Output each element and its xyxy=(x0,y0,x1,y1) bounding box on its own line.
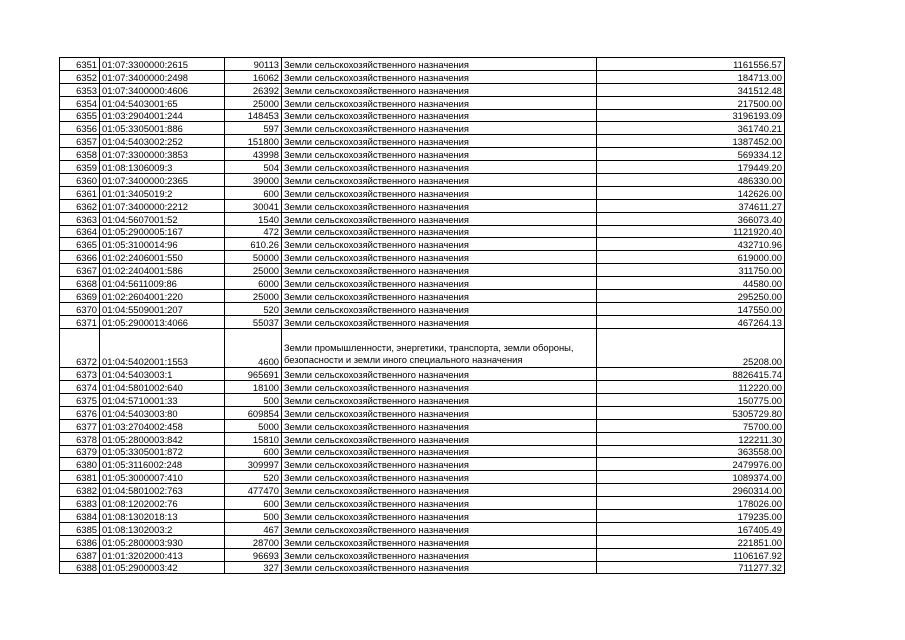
cadastral-number: 01:02:2604001:220 xyxy=(100,290,225,303)
area-value: 18100 xyxy=(225,381,282,394)
table-row xyxy=(60,458,785,471)
area-value: 4600 xyxy=(225,328,282,368)
land-category: Земли промышленности, энергетики, транспорта, земли обороны, безопасности и земли иного специального назначения xyxy=(282,328,597,368)
area-value: 16062 xyxy=(225,70,282,83)
cadastral-value: 619000.00 xyxy=(597,251,785,264)
cadastral-number: 01:05:3305001:886 xyxy=(100,122,225,135)
row-number: 6376 xyxy=(60,406,100,419)
land-category: Земли сельскохозяйственного назначения xyxy=(282,238,597,251)
cadastral-number: 01:05:2800003:930 xyxy=(100,535,225,548)
area-value: 90113 xyxy=(225,58,282,71)
cadastral-number: 01:04:5403003:80 xyxy=(100,406,225,419)
cadastral-value: 2479976.00 xyxy=(597,458,785,471)
table-row xyxy=(60,497,785,510)
cadastral-number: 01:02:2404001:586 xyxy=(100,264,225,277)
table-row xyxy=(60,186,785,199)
area-value: 15810 xyxy=(225,432,282,445)
land-category: Земли сельскохозяйственного назначения xyxy=(282,96,597,109)
row-number: 6375 xyxy=(60,393,100,406)
area-value: 25000 xyxy=(225,290,282,303)
cadastral-value: 366073.40 xyxy=(597,212,785,225)
cadastral-value: 1161556.57 xyxy=(597,58,785,71)
table-row xyxy=(60,535,785,548)
cadastral-value: 569334.12 xyxy=(597,148,785,161)
table-row xyxy=(60,328,785,368)
table-row xyxy=(60,510,785,523)
cadastral-number: 01:04:5509001:207 xyxy=(100,302,225,315)
table-row xyxy=(60,277,785,290)
cadastral-number: 01:04:5801002:640 xyxy=(100,381,225,394)
area-value: 520 xyxy=(225,302,282,315)
cadastral-value: 363558.00 xyxy=(597,445,785,458)
land-category: Земли сельскохозяйственного назначения xyxy=(282,199,597,212)
row-number: 6352 xyxy=(60,70,100,83)
table-row xyxy=(60,315,785,328)
cadastral-value: 179449.20 xyxy=(597,161,785,174)
land-category: Земли сельскохозяйственного назначения xyxy=(282,290,597,303)
cadastral-value: 432710.96 xyxy=(597,238,785,251)
area-value: 504 xyxy=(225,161,282,174)
table-row xyxy=(60,58,785,71)
cadastral-number: 01:05:2900003:42 xyxy=(100,561,225,574)
table-row xyxy=(60,471,785,484)
cadastral-value: 311750.00 xyxy=(597,264,785,277)
row-number: 6362 xyxy=(60,199,100,212)
land-category: Земли сельскохозяйственного назначения xyxy=(282,445,597,458)
table-row xyxy=(60,174,785,187)
land-category: Земли сельскохозяйственного назначения xyxy=(282,315,597,328)
cadastral-number: 01:01:3405019:2 xyxy=(100,186,225,199)
cadastral-value: 8826415.74 xyxy=(597,368,785,381)
table-row xyxy=(60,161,785,174)
area-value: 50000 xyxy=(225,251,282,264)
area-value: 600 xyxy=(225,497,282,510)
land-category: Земли сельскохозяйственного назначения xyxy=(282,251,597,264)
table-row xyxy=(60,83,785,96)
cadastral-number: 01:07:3400000:4606 xyxy=(100,83,225,96)
cadastral-number: 01:07:3300000:3853 xyxy=(100,148,225,161)
land-category: Земли сельскохозяйственного назначения xyxy=(282,264,597,277)
cadastral-number: 01:07:3400000:2365 xyxy=(100,174,225,187)
row-number: 6361 xyxy=(60,186,100,199)
table-row xyxy=(60,264,785,277)
row-number: 6388 xyxy=(60,561,100,574)
area-value: 965691 xyxy=(225,368,282,381)
cadastral-value: 44580.00 xyxy=(597,277,785,290)
cadastral-number: 01:08:1202002:76 xyxy=(100,497,225,510)
table-row xyxy=(60,251,785,264)
land-category: Земли сельскохозяйственного назначения xyxy=(282,548,597,561)
row-number: 6387 xyxy=(60,548,100,561)
land-category: Земли сельскохозяйственного назначения xyxy=(282,522,597,535)
area-value: 597 xyxy=(225,122,282,135)
land-plot-table xyxy=(59,57,785,574)
table-row xyxy=(60,199,785,212)
row-number: 6369 xyxy=(60,290,100,303)
row-number: 6368 xyxy=(60,277,100,290)
row-number: 6378 xyxy=(60,432,100,445)
cadastral-number: 01:08:1302003:2 xyxy=(100,522,225,535)
area-value: 148453 xyxy=(225,109,282,122)
cadastral-value: 486330.00 xyxy=(597,174,785,187)
cadastral-value: 1089374.00 xyxy=(597,471,785,484)
cadastral-number: 01:07:3400000:2212 xyxy=(100,199,225,212)
table-row xyxy=(60,290,785,303)
table-row xyxy=(60,445,785,458)
land-category: Земли сельскохозяйственного назначения xyxy=(282,109,597,122)
cadastral-value: 184713.00 xyxy=(597,70,785,83)
land-category: Земли сельскохозяйственного назначения xyxy=(282,212,597,225)
table-row xyxy=(60,432,785,445)
land-category: Земли сельскохозяйственного назначения xyxy=(282,432,597,445)
cadastral-number: 01:05:2900005:167 xyxy=(100,225,225,238)
cadastral-number: 01:04:5710001:33 xyxy=(100,393,225,406)
cadastral-number: 01:02:2406001:550 xyxy=(100,251,225,264)
row-number: 6372 xyxy=(60,328,100,368)
land-category: Земли сельскохозяйственного назначения xyxy=(282,458,597,471)
cadastral-value: 179235.00 xyxy=(597,510,785,523)
row-number: 6366 xyxy=(60,251,100,264)
area-value: 500 xyxy=(225,393,282,406)
row-number: 6367 xyxy=(60,264,100,277)
area-value: 500 xyxy=(225,510,282,523)
cadastral-value: 1106167.92 xyxy=(597,548,785,561)
row-number: 6353 xyxy=(60,83,100,96)
area-value: 472 xyxy=(225,225,282,238)
row-number: 6354 xyxy=(60,96,100,109)
area-value: 25000 xyxy=(225,96,282,109)
table-row xyxy=(60,561,785,574)
cadastral-number: 01:04:5403003:1 xyxy=(100,368,225,381)
area-value: 5000 xyxy=(225,419,282,432)
cadastral-value: 1121920.40 xyxy=(597,225,785,238)
land-category: Земли сельскохозяйственного назначения xyxy=(282,393,597,406)
area-value: 610.26 xyxy=(225,238,282,251)
land-category: Земли сельскохозяйственного назначения xyxy=(282,58,597,71)
cadastral-value: 112220.00 xyxy=(597,381,785,394)
table-row xyxy=(60,238,785,251)
table-row xyxy=(60,419,785,432)
cadastral-number: 01:01:3202000:413 xyxy=(100,548,225,561)
table-row xyxy=(60,135,785,148)
land-category: Земли сельскохозяйственного назначения xyxy=(282,122,597,135)
row-number: 6382 xyxy=(60,484,100,497)
cadastral-number: 01:08:1306009:3 xyxy=(100,161,225,174)
area-value: 309997 xyxy=(225,458,282,471)
cadastral-value: 3196193.09 xyxy=(597,109,785,122)
row-number: 6364 xyxy=(60,225,100,238)
cadastral-number: 01:07:3300000:2615 xyxy=(100,58,225,71)
land-category: Земли сельскохозяйственного назначения xyxy=(282,83,597,96)
area-value: 39000 xyxy=(225,174,282,187)
land-category: Земли сельскохозяйственного назначения xyxy=(282,302,597,315)
row-number: 6355 xyxy=(60,109,100,122)
area-value: 25000 xyxy=(225,264,282,277)
table-row xyxy=(60,368,785,381)
cadastral-value: 2960314.00 xyxy=(597,484,785,497)
cadastral-value: 361740.21 xyxy=(597,122,785,135)
land-category: Земли сельскохозяйственного назначения xyxy=(282,148,597,161)
cadastral-value: 374611.27 xyxy=(597,199,785,212)
cadastral-value: 25208.00 xyxy=(597,328,785,368)
cadastral-value: 167405.49 xyxy=(597,522,785,535)
row-number: 6365 xyxy=(60,238,100,251)
land-category: Земли сельскохозяйственного назначения xyxy=(282,471,597,484)
area-value: 26392 xyxy=(225,83,282,96)
row-number: 6379 xyxy=(60,445,100,458)
table-row xyxy=(60,148,785,161)
land-category: Земли сельскохозяйственного назначения xyxy=(282,561,597,574)
cadastral-number: 01:04:5607001:52 xyxy=(100,212,225,225)
table-row xyxy=(60,381,785,394)
cadastral-number: 01:03:2704002:458 xyxy=(100,419,225,432)
table-row xyxy=(60,393,785,406)
cadastral-value: 75700.00 xyxy=(597,419,785,432)
area-value: 327 xyxy=(225,561,282,574)
area-value: 55037 xyxy=(225,315,282,328)
land-category: Земли сельскохозяйственного назначения xyxy=(282,510,597,523)
cadastral-value: 5305729.80 xyxy=(597,406,785,419)
land-category: Земли сельскохозяйственного назначения xyxy=(282,368,597,381)
land-category: Земли сельскохозяйственного назначения xyxy=(282,406,597,419)
row-number: 6357 xyxy=(60,135,100,148)
cadastral-number: 01:05:3305001:872 xyxy=(100,445,225,458)
table-row xyxy=(60,96,785,109)
cadastral-value: 341512.48 xyxy=(597,83,785,96)
area-value: 600 xyxy=(225,186,282,199)
table-row xyxy=(60,484,785,497)
row-number: 6371 xyxy=(60,315,100,328)
row-number: 6351 xyxy=(60,58,100,71)
row-number: 6374 xyxy=(60,381,100,394)
cadastral-value: 217500.00 xyxy=(597,96,785,109)
cadastral-number: 01:05:3100014:96 xyxy=(100,238,225,251)
cadastral-number: 01:04:5402001:1553 xyxy=(100,328,225,368)
area-value: 151800 xyxy=(225,135,282,148)
cadastral-number: 01:05:3116002:248 xyxy=(100,458,225,471)
area-value: 30041 xyxy=(225,199,282,212)
area-value: 477470 xyxy=(225,484,282,497)
land-category: Земли сельскохозяйственного назначения xyxy=(282,277,597,290)
row-number: 6359 xyxy=(60,161,100,174)
land-category: Земли сельскохозяйственного назначения xyxy=(282,381,597,394)
cadastral-number: 01:04:5611009:86 xyxy=(100,277,225,290)
cadastral-number: 01:03:2904001:244 xyxy=(100,109,225,122)
cadastral-value: 122211.30 xyxy=(597,432,785,445)
cadastral-number: 01:04:5403001:65 xyxy=(100,96,225,109)
land-category: Земли сельскохозяйственного назначения xyxy=(282,70,597,83)
land-category: Земли сельскохозяйственного назначения xyxy=(282,484,597,497)
table-row xyxy=(60,70,785,83)
cadastral-number: 01:07:3400000:2498 xyxy=(100,70,225,83)
area-value: 609854 xyxy=(225,406,282,419)
cadastral-value: 711277.32 xyxy=(597,561,785,574)
cadastral-number: 01:05:2800003:842 xyxy=(100,432,225,445)
row-number: 6363 xyxy=(60,212,100,225)
row-number: 6377 xyxy=(60,419,100,432)
cadastral-value: 295250.00 xyxy=(597,290,785,303)
cadastral-value: 147550.00 xyxy=(597,302,785,315)
area-value: 6000 xyxy=(225,277,282,290)
row-number: 6358 xyxy=(60,148,100,161)
cadastral-number: 01:04:5801002:763 xyxy=(100,484,225,497)
row-number: 6360 xyxy=(60,174,100,187)
land-category: Земли сельскохозяйственного назначения xyxy=(282,419,597,432)
cadastral-value: 150775.00 xyxy=(597,393,785,406)
row-number: 6356 xyxy=(60,122,100,135)
table-row xyxy=(60,212,785,225)
table-row xyxy=(60,109,785,122)
cadastral-number: 01:08:1302018:13 xyxy=(100,510,225,523)
cadastral-number: 01:04:5403002:252 xyxy=(100,135,225,148)
table-row xyxy=(60,548,785,561)
cadastral-value: 1387452.00 xyxy=(597,135,785,148)
row-number: 6386 xyxy=(60,535,100,548)
land-category: Земли сельскохозяйственного назначения xyxy=(282,186,597,199)
area-value: 1540 xyxy=(225,212,282,225)
area-value: 96693 xyxy=(225,548,282,561)
row-number: 6380 xyxy=(60,458,100,471)
table-row xyxy=(60,302,785,315)
land-category: Земли сельскохозяйственного назначения xyxy=(282,135,597,148)
table-row xyxy=(60,122,785,135)
cadastral-value: 142626.00 xyxy=(597,186,785,199)
cadastral-number: 01:05:3000007:410 xyxy=(100,471,225,484)
cadastral-value: 178026.00 xyxy=(597,497,785,510)
area-value: 467 xyxy=(225,522,282,535)
land-category: Земли сельскохозяйственного назначения xyxy=(282,174,597,187)
table-row xyxy=(60,406,785,419)
cadastral-number: 01:05:2900013:4066 xyxy=(100,315,225,328)
row-number: 6383 xyxy=(60,497,100,510)
row-number: 6370 xyxy=(60,302,100,315)
table-body xyxy=(60,58,785,574)
table-row xyxy=(60,225,785,238)
cadastral-value: 467264.13 xyxy=(597,315,785,328)
land-category: Земли сельскохозяйственного назначения xyxy=(282,535,597,548)
land-category: Земли сельскохозяйственного назначения xyxy=(282,225,597,238)
area-value: 600 xyxy=(225,445,282,458)
land-category: Земли сельскохозяйственного назначения xyxy=(282,497,597,510)
row-number: 6385 xyxy=(60,522,100,535)
row-number: 6373 xyxy=(60,368,100,381)
row-number: 6381 xyxy=(60,471,100,484)
area-value: 43998 xyxy=(225,148,282,161)
cadastral-value: 221851.00 xyxy=(597,535,785,548)
land-category: Земли сельскохозяйственного назначения xyxy=(282,161,597,174)
table-row xyxy=(60,522,785,535)
area-value: 28700 xyxy=(225,535,282,548)
area-value: 520 xyxy=(225,471,282,484)
row-number: 6384 xyxy=(60,510,100,523)
